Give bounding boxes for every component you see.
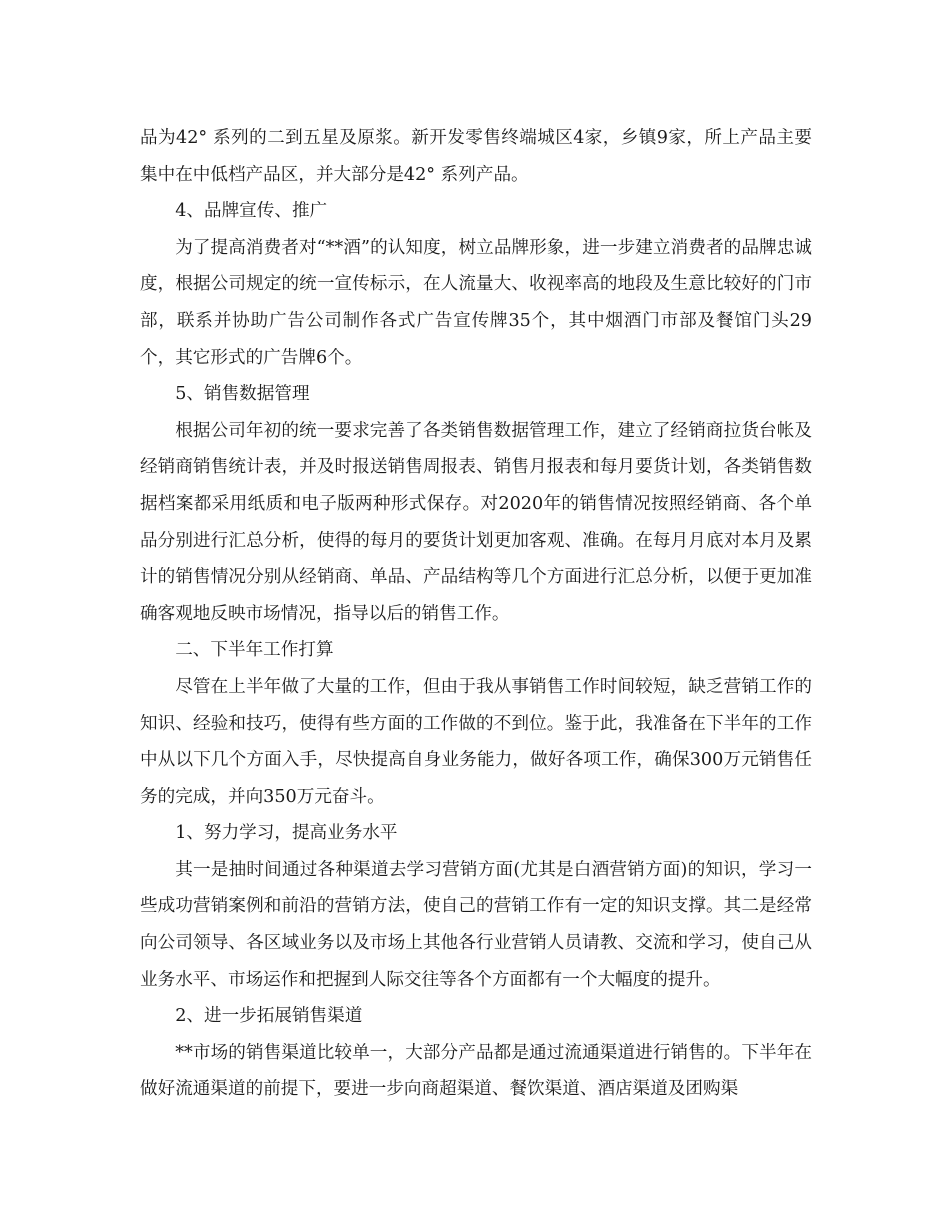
section-heading-second-half-plan: 二、下半年工作打算: [175, 640, 334, 661]
paragraph-channels: **市场的销售渠道比较单一，大部分产品都是通过流通渠道进行销售的。下半年在做好流通渠道的前提下，要进一步向商超渠道、餐饮渠道、酒店渠道及团购渠: [140, 1042, 812, 1100]
section-heading-sales-data: 5、销售数据管理: [175, 384, 310, 405]
section-heading-channels: 2、进一步拓展销售渠道: [175, 1006, 363, 1027]
paragraph-sales-data: 根据公司年初的统一要求完善了各类销售数据管理工作，建立了经销商拉货台帐及经销商销售统计表，并及时报送销售周报表、销售月报表和每月要货计划，各类销售数据档案都采用纸质和电子版两种形式保存。对2020年的销售情况按照经销商、各个单品分别进行汇总分析，使得的每月的要货计划更加客观、准确。在每月月底对本月及累计的销售情况分别从经销商、单品、产品结构等几个方面进行汇总分析，以便于更加准确客观地反映市场情况，指导以后的销售工作。: [140, 420, 812, 624]
document-body: [140, 120, 812, 1108]
section-heading-study: 1、努力学习，提高业务水平: [175, 823, 398, 844]
paragraph-continuation: 品为42° 系列的二到五星及原浆。新开发零售终端城区4家，乡镇9家，所上产品主要集中在中低档产品区，并大部分是42° 系列产品。: [140, 128, 812, 185]
section-heading-brand-promotion: 4、品牌宣传、推广: [175, 201, 328, 222]
paragraph-second-half-plan: 尽管在上半年做了大量的工作，但由于我从事销售工作时间较短，缺乏营销工作的知识、经验和技巧，使得有些方面的工作做的不到位。鉴于此，我准备在下半年的工作中从以下几个方面入手，尽快提高自身业务能力，做好各项工作，确保300万元销售任务的完成，并向350万元奋斗。: [140, 676, 812, 807]
paragraph-study: 其一是抽时间通过各种渠道去学习营销方面(尤其是白酒营销方面)的知识，学习一些成功营销案例和前沿的营销方法，使自己的营销工作有一定的知识支撑。其二是经常向公司领导、各区域业务以及市场上其他各行业营销人员请教、交流和学习，使自己从业务水平、市场运作和把握到人际交往等各个方面都有一个大幅度的提升。: [140, 859, 812, 990]
paragraph-brand-promotion: 为了提高消费者对“**酒”的认知度，树立品牌形象，进一步建立消费者的品牌忠诚度，根据公司规定的统一宣传标示，在人流量大、收视率高的地段及生意比较好的门市部，联系并协助广告公司制作各式广告宣传牌35个，其中烟酒门市部及餐馆门头29个，其它形式的广告牌6个。: [140, 237, 812, 368]
